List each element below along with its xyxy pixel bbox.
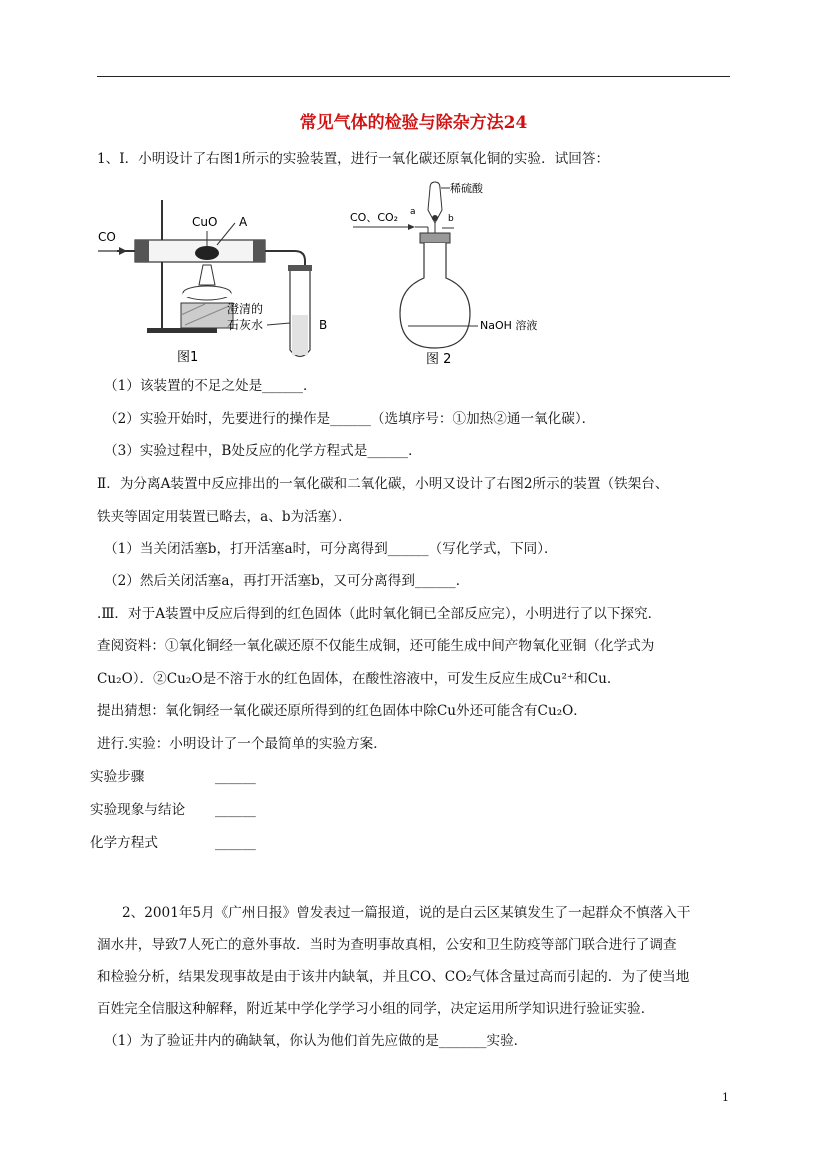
q1-iii-line1: .Ⅲ．对于A装置中反应后得到的红色固体（此时氧化铜已全部反应完），小明进行了以下探究． [97, 606, 662, 622]
q2-line1: 2、2001年5月《广州日报》曾发表过一篇报道，说的是白云区某镇发生了一起群众不慎落入干 [122, 905, 691, 921]
table-label-phenomena: 实验现象与结论 [90, 802, 186, 818]
q1-iii-line4: 提出猜想：氧化铜经一氧化碳还原所得到的红色固体中除Cu外还可能含有Cu₂O． [97, 703, 587, 719]
q1-iii-line5: 进行.实验：小明设计了一个最简单的实验方案． [97, 736, 387, 752]
fig2-naoh-label: NaOH 溶液 [480, 319, 538, 332]
q1-iii-line2: 查阅资料：①氧化铜经一氧化碳还原不仅能生成铜，还可能生成中间产物氧化亚铜（化学式为 [97, 638, 655, 654]
q1-intro: 1、Ⅰ．小明设计了右图1所示的实验装置，进行一氧化碳还原氧化铜的实验．试回答： [97, 151, 610, 167]
header-rule [97, 76, 730, 77]
q1-ii-line2: 铁夹等固定用装置已略去，a、b为活塞）． [97, 509, 352, 525]
page-number: 1 [722, 1091, 729, 1104]
fig2-acid-label: 稀硫酸 [450, 182, 483, 195]
q1-ii-part1: （1）当关闭活塞b，打开活塞a时，可分离得到______（写化学式，下同）． [104, 541, 558, 557]
q1-part1: （1）该装置的不足之处是______． [104, 378, 317, 394]
q2-line3: 和检验分析，结果发现事故是由于该井内缺氧，并且CO、CO₂气体含量过高而引起的．为了使当地 [97, 969, 690, 985]
fig2-caption: 图 2 [426, 352, 452, 367]
fig1-caption: 图1 [177, 350, 199, 365]
figure-1-apparatus [95, 195, 335, 370]
q1-part3: （3）实验过程中，B处反应的化学方程式是______． [104, 443, 422, 459]
table-value-equation: ______ [215, 835, 256, 851]
fig1-lime-label-2: 石灰水 [227, 318, 264, 332]
q1-part2: （2）实验开始时，先要进行的操作是______（选填序号：①加热②通一氧化碳）． [104, 411, 596, 427]
fig1-co-label: CO [98, 230, 116, 244]
fig2-gases-label: CO、CO₂ [350, 211, 399, 224]
fig2-b-label: b [448, 214, 454, 224]
q1-ii-part2: （2）然后关闭活塞a，再打开活塞b，又可分离得到______． [104, 573, 470, 589]
q1-ii-line1: Ⅱ．为分离A装置中反应排出的一氧化碳和二氧化碳，小明又设计了右图2所示的装置（铁架台、 [97, 476, 669, 492]
q2-part1: （1）为了验证井内的确缺氧，你认为他们首先应做的是_______实验． [104, 1033, 528, 1049]
q1-iii-line3: Cu₂O）．②Cu₂O是不溶于水的红色固体，在酸性溶液中，可发生反应生成Cu²⁺和Cu. [97, 671, 612, 687]
fig1-a-label: A [239, 215, 248, 229]
q2-line2: 涸水井，导致7人死亡的意外事故．当时为查明事故真相，公安和卫生防疫等部门联合进行了调查 [97, 937, 677, 953]
table-label-steps: 实验步骤 [90, 769, 145, 785]
table-value-phenomena: ______ [215, 802, 256, 818]
page-title: 常见气体的检验与除杂方法24 [299, 113, 528, 133]
fig2-a-label: a [410, 207, 416, 217]
fig1-lime-label-1: 澄清的 [227, 302, 264, 316]
fig1-b-label: B [319, 318, 328, 332]
q2-line4: 百姓完全信服这种解释，附近某中学化学学习小组的同学，决定运用所学知识进行验证实验． [97, 1001, 655, 1017]
fig1-cuo-label: CuO [192, 215, 218, 229]
table-value-steps: ______ [215, 769, 256, 785]
table-label-equation: 化学方程式 [90, 835, 158, 851]
figure-2-apparatus [350, 178, 560, 368]
